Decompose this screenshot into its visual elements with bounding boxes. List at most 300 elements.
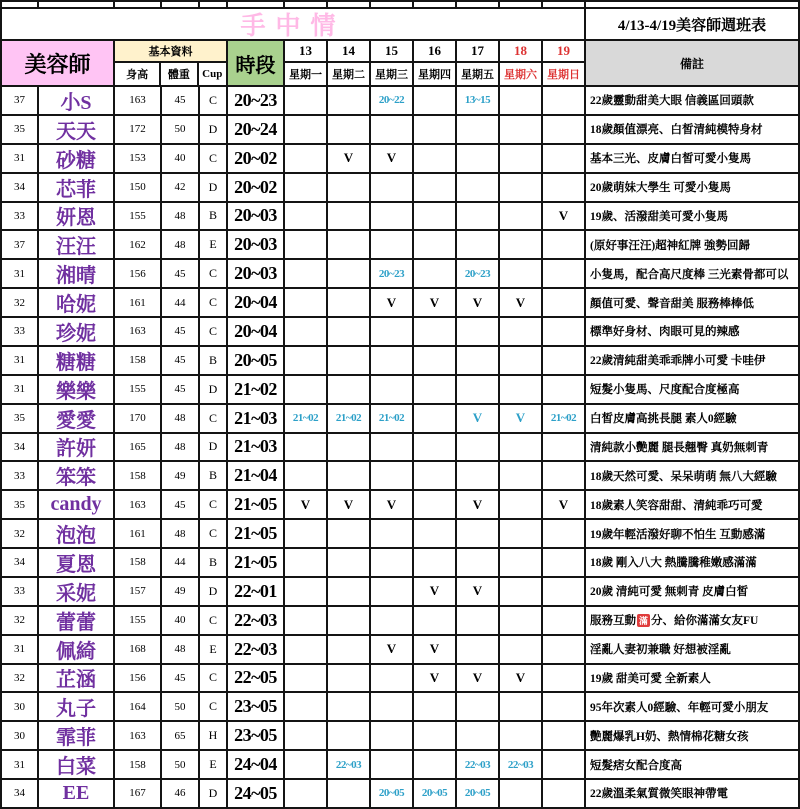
cup-cell: D	[200, 780, 228, 807]
schedule-cell-16	[414, 174, 457, 201]
remark-cell: 95年次素人0經驗、年輕可愛小朋友	[590, 701, 769, 714]
schedule-cell-13	[285, 376, 328, 403]
time-slot-cell: 20~02	[228, 145, 285, 172]
height-cell: 170	[115, 405, 162, 432]
schedule-cell-19	[543, 260, 586, 287]
time-slot-cell: 21~05	[228, 491, 285, 518]
header-cup: Cup	[202, 68, 223, 80]
time-slot-cell: 20~24	[228, 116, 285, 143]
age-cell: 31	[2, 145, 39, 172]
time-slot-cell: 20~04	[228, 318, 285, 345]
cup-cell: C	[200, 665, 228, 692]
schedule-cell-18	[500, 203, 543, 230]
schedule-cell-15	[371, 665, 414, 692]
age-cell: 31	[2, 376, 39, 403]
schedule-cell-18	[500, 520, 543, 547]
schedule-cell-17	[457, 203, 500, 230]
cup-cell: C	[200, 491, 228, 518]
schedule-cell-13	[285, 434, 328, 461]
schedule-cell-17	[457, 549, 500, 576]
schedule-cell-18	[500, 607, 543, 634]
age-cell: 37	[2, 87, 39, 114]
schedule-cell-18	[500, 462, 543, 489]
table-row	[2, 116, 798, 145]
cup-cell: D	[200, 174, 228, 201]
schedule-cell-15: 20~22	[371, 87, 414, 114]
schedule-cell-19	[543, 693, 586, 720]
cup-cell: B	[200, 347, 228, 374]
schedule-cell-14	[328, 116, 371, 143]
table-header	[2, 41, 798, 87]
day-column-15	[371, 41, 414, 85]
table-row	[2, 780, 798, 807]
schedule-cell-17	[457, 434, 500, 461]
cup-cell: C	[200, 520, 228, 547]
schedule-cell-18	[500, 491, 543, 518]
height-cell: 163	[115, 318, 162, 345]
schedule-cell-18	[500, 260, 543, 287]
schedule-cell-18	[500, 87, 543, 114]
schedule-cell-18	[500, 318, 543, 345]
schedule-cell-18	[500, 116, 543, 143]
name-cell: 湘晴	[39, 260, 115, 287]
schedule-cell-14	[328, 693, 371, 720]
schedule-cell-15: V	[371, 145, 414, 172]
cup-cell: D	[200, 376, 228, 403]
time-slot-cell: 24~04	[228, 751, 285, 778]
time-slot-cell: 20~03	[228, 203, 285, 230]
remark-cell: 20歲 清純可愛 無刺青 皮膚白皙	[590, 586, 749, 599]
time-slot-cell: 21~05	[228, 520, 285, 547]
remark-cell: 18歲 剛入八大 熱騰騰稚嫩感滿滿	[590, 557, 757, 570]
schedule-cell-18	[500, 549, 543, 576]
schedule-cell-13	[285, 751, 328, 778]
schedule-week-title: 4/13-4/19美容師週班表	[617, 17, 767, 34]
remark-cell: 白皙皮膚高挑長腿 素人0經驗	[590, 413, 737, 426]
weight-cell: 46	[162, 780, 200, 807]
remark-cell: 19歲年輕活潑好聊不怕生 互動感滿	[590, 528, 766, 541]
cup-cell: C	[200, 405, 228, 432]
schedule-cell-17	[457, 693, 500, 720]
schedule-cell-14	[328, 203, 371, 230]
cup-cell: C	[200, 318, 228, 345]
time-slot-cell: 22~05	[228, 665, 285, 692]
column-stub	[586, 2, 798, 7]
age-cell: 33	[2, 578, 39, 605]
height-cell: 150	[115, 174, 162, 201]
weight-cell: 44	[162, 289, 200, 316]
schedule-cell-19	[543, 578, 586, 605]
time-slot-cell: 23~05	[228, 693, 285, 720]
schedule-cell-19	[543, 607, 586, 634]
schedule-cell-15	[371, 578, 414, 605]
remark-cell: 服務互動 滿 分、給你滿滿女友FU	[590, 615, 759, 628]
height-cell: 153	[115, 145, 162, 172]
day-column-17	[457, 41, 500, 85]
schedule-cell-15	[371, 434, 414, 461]
schedule-cell-16	[414, 607, 457, 634]
schedule-cell-17: V	[457, 665, 500, 692]
age-cell: 31	[2, 636, 39, 663]
height-cell: 161	[115, 289, 162, 316]
table-row	[2, 665, 798, 694]
header-weight: 體重	[161, 63, 198, 85]
age-cell: 31	[2, 347, 39, 374]
schedule-cell-13	[285, 231, 328, 258]
cup-cell: E	[200, 231, 228, 258]
remark-cell: (原好事汪汪)超神紅牌 強勢回歸	[590, 239, 751, 252]
weight-cell: 42	[162, 174, 200, 201]
height-cell: 163	[115, 722, 162, 749]
age-cell: 34	[2, 174, 39, 201]
schedule-cell-14: V	[328, 491, 371, 518]
schedule-cell-15	[371, 693, 414, 720]
table-row	[2, 87, 798, 116]
weight-cell: 48	[162, 636, 200, 663]
table-row	[2, 318, 798, 347]
table-row	[2, 145, 798, 174]
cup-cell: E	[200, 636, 228, 663]
schedule-cell-13	[285, 174, 328, 201]
table-row	[2, 520, 798, 549]
schedule-cell-15: V	[371, 491, 414, 518]
day-number: 13	[285, 41, 326, 63]
time-slot-cell: 20~03	[228, 231, 285, 258]
schedule-cell-17: V	[457, 289, 500, 316]
schedule-cell-13	[285, 636, 328, 663]
schedule-cell-14	[328, 780, 371, 807]
name-cell: 哈妮	[39, 289, 115, 316]
schedule-cell-17: V	[457, 405, 500, 432]
schedule-cell-13	[285, 693, 328, 720]
schedule-cell-14	[328, 520, 371, 547]
schedule-cell-16	[414, 87, 457, 114]
name-cell: 泡泡	[39, 520, 115, 547]
schedule-cell-19	[543, 145, 586, 172]
name-cell: 許妍	[39, 434, 115, 461]
table-row	[2, 549, 798, 578]
height-cell: 165	[115, 434, 162, 461]
schedule-cell-18	[500, 145, 543, 172]
height-cell: 158	[115, 751, 162, 778]
time-slot-cell: 21~05	[228, 549, 285, 576]
schedule-cell-19	[543, 520, 586, 547]
full-mark-badge: 滿	[638, 615, 648, 626]
name-cell: 佩綺	[39, 636, 115, 663]
cup-cell: B	[200, 462, 228, 489]
time-slot-cell: 20~23	[228, 87, 285, 114]
weight-cell: 48	[162, 405, 200, 432]
table-row	[2, 578, 798, 607]
remark-cell: 22歲靈動甜美大眼 信義區回頭款	[590, 95, 754, 108]
weekday-label: 星期六	[504, 69, 537, 81]
schedule-cell-14	[328, 665, 371, 692]
schedule-cell-13	[285, 318, 328, 345]
schedule-cell-17	[457, 174, 500, 201]
schedule-cell-17	[457, 347, 500, 374]
column-stub	[414, 2, 457, 7]
table-row	[2, 434, 798, 463]
schedule-cell-16	[414, 462, 457, 489]
weight-cell: 45	[162, 665, 200, 692]
age-cell: 35	[2, 116, 39, 143]
cup-cell: C	[200, 607, 228, 634]
schedule-cell-19: V	[543, 491, 586, 518]
cup-cell: D	[200, 434, 228, 461]
schedule-cell-19	[543, 462, 586, 489]
name-cell: 夏恩	[39, 549, 115, 576]
age-cell: 34	[2, 549, 39, 576]
schedule-cell-18	[500, 376, 543, 403]
age-cell: 31	[2, 751, 39, 778]
schedule-cell-13	[285, 578, 328, 605]
schedule-cell-15	[371, 520, 414, 547]
weight-cell: 48	[162, 203, 200, 230]
schedule-cell-13	[285, 549, 328, 576]
remark-cell: 基本三光、皮膚白皙可愛小隻馬	[590, 153, 751, 166]
age-cell: 30	[2, 693, 39, 720]
name-cell: 霏菲	[39, 722, 115, 749]
schedule-cell-18	[500, 693, 543, 720]
column-stub	[2, 2, 39, 7]
header-day-columns	[285, 41, 586, 85]
schedule-cell-16	[414, 231, 457, 258]
name-cell: 妍恩	[39, 203, 115, 230]
schedule-cell-13	[285, 260, 328, 287]
time-slot-cell: 21~04	[228, 462, 285, 489]
schedule-cell-14	[328, 549, 371, 576]
day-number: 18	[500, 41, 541, 63]
height-cell: 158	[115, 462, 162, 489]
schedule-cell-15: V	[371, 636, 414, 663]
schedule-cell-13	[285, 722, 328, 749]
schedule-cell-19	[543, 434, 586, 461]
height-cell: 156	[115, 665, 162, 692]
cup-cell: C	[200, 145, 228, 172]
name-cell: 芯菲	[39, 174, 115, 201]
schedule-cell-17	[457, 231, 500, 258]
schedule-cell-18	[500, 636, 543, 663]
schedule-cell-14	[328, 87, 371, 114]
column-stub	[543, 2, 586, 7]
cup-cell: D	[200, 116, 228, 143]
age-cell: 34	[2, 780, 39, 807]
table-row	[2, 231, 798, 260]
schedule-cell-15	[371, 174, 414, 201]
schedule-cell-19	[543, 780, 586, 807]
cup-cell: B	[200, 203, 228, 230]
name-cell: 采妮	[39, 578, 115, 605]
remark-cell: 標準好身材、肉眼可見的辣感	[590, 326, 740, 339]
schedule-cell-19	[543, 376, 586, 403]
schedule-cell-14	[328, 289, 371, 316]
schedule-cell-13	[285, 607, 328, 634]
weight-cell: 48	[162, 434, 200, 461]
height-cell: 163	[115, 87, 162, 114]
height-cell: 158	[115, 347, 162, 374]
weekday-label: 星期四	[418, 69, 451, 81]
cup-cell: C	[200, 289, 228, 316]
schedule-cell-16: V	[414, 289, 457, 316]
schedule-cell-13	[285, 87, 328, 114]
schedule-cell-17: 20~23	[457, 260, 500, 287]
schedule-cell-19	[543, 318, 586, 345]
height-cell: 155	[115, 203, 162, 230]
schedule-cell-17	[457, 318, 500, 345]
schedule-cell-19	[543, 87, 586, 114]
schedule-cell-15	[371, 462, 414, 489]
schedule-cell-19	[543, 231, 586, 258]
schedule-cell-17	[457, 145, 500, 172]
remark-cell: 18歲天然可愛、呆呆萌萌 無八大經驗	[590, 470, 777, 483]
table-row	[2, 174, 798, 203]
remark-cell: 19歲、活潑甜美可愛小隻馬	[590, 210, 728, 223]
time-slot-cell: 23~05	[228, 722, 285, 749]
schedule-cell-17: 20~05	[457, 780, 500, 807]
schedule-cell-19	[543, 636, 586, 663]
cup-cell: E	[200, 751, 228, 778]
age-cell: 35	[2, 405, 39, 432]
schedule-cell-14	[328, 636, 371, 663]
height-cell: 163	[115, 491, 162, 518]
remark-cell: 艷麗爆乳H奶、熱情棉花糖女孩	[590, 730, 749, 743]
schedule-cell-16	[414, 145, 457, 172]
schedule-cell-18	[500, 174, 543, 201]
schedule-cell-17: V	[457, 578, 500, 605]
weight-cell: 45	[162, 376, 200, 403]
schedule-cell-14	[328, 462, 371, 489]
weight-cell: 48	[162, 520, 200, 547]
schedule-cell-15	[371, 347, 414, 374]
weight-cell: 44	[162, 549, 200, 576]
schedule-cell-13	[285, 347, 328, 374]
schedule-cell-13	[285, 520, 328, 547]
schedule-cell-13	[285, 116, 328, 143]
weight-cell: 40	[162, 145, 200, 172]
day-column-16	[414, 41, 457, 85]
name-cell: 芷涵	[39, 665, 115, 692]
schedule-cell-17	[457, 376, 500, 403]
schedule-cell-19	[543, 665, 586, 692]
schedule-cell-14	[328, 722, 371, 749]
header-basic-info: 基本資料	[115, 41, 226, 63]
weekday-label: 星期二	[332, 69, 365, 81]
remark-cell: 18歲素人笑容甜甜、清純乖巧可愛	[590, 499, 763, 512]
day-number: 14	[328, 41, 369, 63]
schedule-cell-15	[371, 318, 414, 345]
schedule-cell-14: V	[328, 145, 371, 172]
time-slot-cell: 24~05	[228, 780, 285, 807]
day-column-13	[285, 41, 328, 85]
schedule-cell-15	[371, 722, 414, 749]
schedule-cell-16	[414, 318, 457, 345]
column-stub	[200, 2, 228, 7]
schedule-cell-19: 21~02	[543, 405, 586, 432]
table-row	[2, 260, 798, 289]
column-stub	[115, 2, 162, 7]
header-beautician: 美容師	[2, 41, 115, 85]
schedule-cell-16	[414, 376, 457, 403]
header-height: 身高	[115, 63, 161, 85]
age-cell: 35	[2, 491, 39, 518]
header-time-slot: 時段	[228, 41, 285, 85]
time-slot-cell: 21~03	[228, 405, 285, 432]
table-row	[2, 491, 798, 520]
schedule-cell-19	[543, 549, 586, 576]
schedule-cell-14	[328, 434, 371, 461]
schedule-cell-15	[371, 116, 414, 143]
schedule-cell-18	[500, 231, 543, 258]
weight-cell: 45	[162, 318, 200, 345]
table-row	[2, 289, 798, 318]
name-cell: 小S	[39, 87, 115, 114]
age-cell: 32	[2, 607, 39, 634]
schedule-cell-19	[543, 722, 586, 749]
remark-cell: 22歲溫柔氣質微笑眼神帶電	[590, 788, 728, 801]
cup-cell: C	[200, 260, 228, 287]
schedule-cell-14	[328, 318, 371, 345]
name-cell: 砂糖	[39, 145, 115, 172]
schedule-cell-16	[414, 751, 457, 778]
schedule-cell-15	[371, 751, 414, 778]
schedule-cell-18: V	[500, 405, 543, 432]
column-stub	[500, 2, 543, 7]
weight-cell: 50	[162, 116, 200, 143]
schedule-cell-18	[500, 780, 543, 807]
schedule-cell-17: V	[457, 491, 500, 518]
schedule-cell-19: V	[543, 203, 586, 230]
table-row	[2, 347, 798, 376]
schedule-cell-17	[457, 607, 500, 634]
schedule-cell-14	[328, 260, 371, 287]
table-row	[2, 693, 798, 722]
age-cell: 33	[2, 318, 39, 345]
weight-cell: 45	[162, 260, 200, 287]
schedule-cell-18	[500, 578, 543, 605]
schedule-cell-16	[414, 520, 457, 547]
schedule-cell-14: 22~03	[328, 751, 371, 778]
age-cell: 32	[2, 289, 39, 316]
day-column-18	[500, 41, 543, 85]
weekday-label: 星期三	[375, 69, 408, 81]
table-row	[2, 751, 798, 780]
schedule-cell-16	[414, 260, 457, 287]
table-row	[2, 636, 798, 665]
weight-cell: 49	[162, 578, 200, 605]
title-row	[2, 9, 798, 41]
cup-cell: C	[200, 87, 228, 114]
table-row	[2, 376, 798, 405]
table-row	[2, 607, 798, 636]
column-stub	[457, 2, 500, 7]
schedule-cell-19	[543, 174, 586, 201]
height-cell: 156	[115, 260, 162, 287]
time-slot-cell: 20~04	[228, 289, 285, 316]
schedule-cell-15: 20~23	[371, 260, 414, 287]
name-cell: 蕾蕾	[39, 607, 115, 634]
height-cell: 161	[115, 520, 162, 547]
column-stub	[371, 2, 414, 7]
age-cell: 37	[2, 231, 39, 258]
schedule-cell-15	[371, 607, 414, 634]
height-cell: 155	[115, 376, 162, 403]
schedule-cell-16	[414, 491, 457, 518]
schedule-cell-14: 21~02	[328, 405, 371, 432]
remark-cell: 18歲顏值漂亮、白皙清純模特身材	[590, 124, 763, 137]
schedule-cell-18	[500, 347, 543, 374]
remark-cell: 顏值可愛、聲音甜美 服務棒棒低	[590, 297, 754, 310]
weight-cell: 50	[162, 693, 200, 720]
